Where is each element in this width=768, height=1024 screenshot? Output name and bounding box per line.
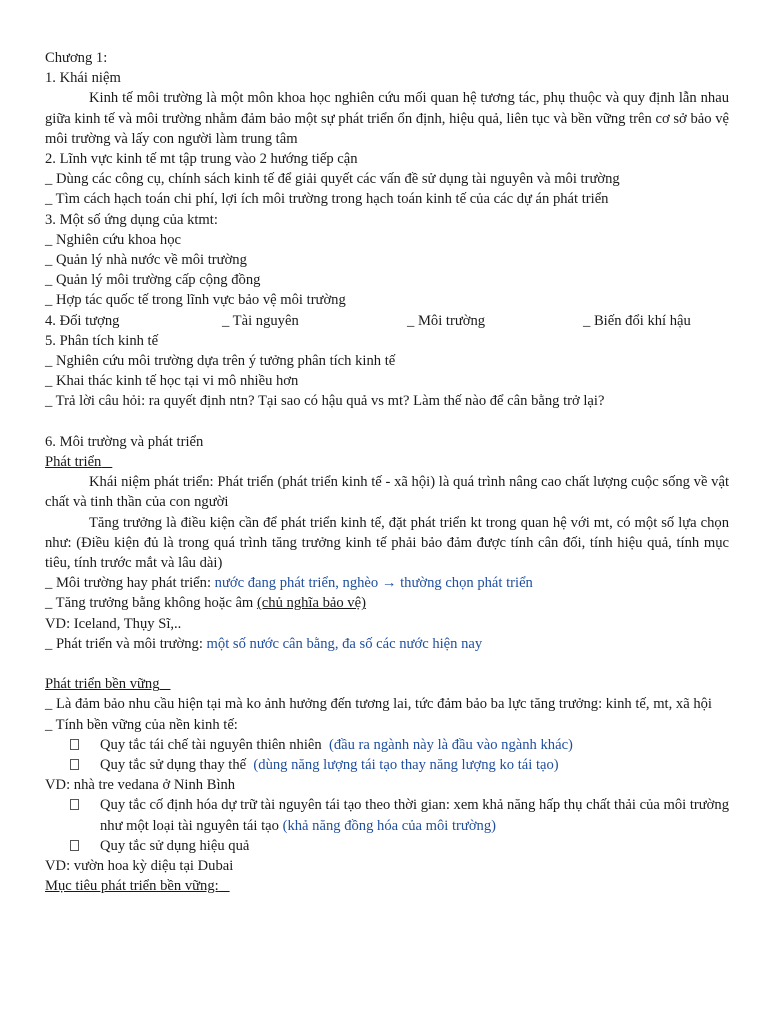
rule-2-note: (dùng năng lượng tái tạo thay năng lượng ko tái tạo) [253, 757, 559, 774]
growth-paragraph: Tăng trưởng là điều kiện cần để phát triển kinh tế, đặt phát triển kt trong quan hệ với mt, có một số lựa chọn như: (Điều kiện đủ là trong quá trình tăng trưởng kinh tế phải bảo đảm được tính cân đối, tính hiệu quả, tính mục tiêu, tính trước mắt và lâu dài) [45, 514, 729, 572]
rule-4: Quy tắc sử dụng hiệu quả [45, 836, 729, 856]
goal-heading [45, 876, 729, 896]
section-1-title: 1. Khái niệm [45, 70, 121, 87]
section-3-item: _ Quản lý nhà nước về môi trường [45, 252, 247, 269]
section-5-item: _ Trả lời câu hỏi: ra quyết định ntn? Tại sao có hậu quả vs mt? Làm thế nào để cân bằng trở lại? [45, 393, 605, 410]
section-4-col: _ Môi trường [407, 312, 486, 329]
checkbox-bullet-icon [70, 799, 79, 810]
rule-3: Quy tắc cố định hóa dự trữ tài nguyên tái tạo theo thời gian: xem khả năng hấp thụ chất thải của môi trường như một loại tài nguyên tái tạo (khả năng đồng hóa của môi trường) [45, 795, 729, 835]
rule-1: Quy tắc tái chế tài nguyên thiên nhiên (đầu ra ngành này là đầu vào ngành khác) [45, 735, 729, 755]
choice-3: _ Phát triển và môi trường: một số nước cân bằng, đa số các nước hiện nay [45, 635, 483, 652]
document-body [45, 48, 729, 896]
section-1-text: Kinh tế môi trường là một môn khoa học nghiên cứu mối quan hệ tương tác, phụ thuộc và quy định lẫn nhau giữa kinh tế và môi trường nhằm đảm bảo một sự phát triển ổn định, hiệu quả, liên tục và bền vững trên cơ sở bảo vệ môi trường và lấy con người làm trung tâm [45, 90, 729, 147]
rule-1-note: (đầu ra ngành này là đầu vào ngành khác) [328, 736, 573, 753]
example-3: VD: vườn hoa kỳ diệu tại Dubai [45, 858, 234, 875]
sustainable-heading-text: Phát triển bền vững [45, 676, 160, 693]
section-3-item: _ Nghiên cứu khoa học [45, 231, 181, 248]
section-2-item: _ Tìm cách hạch toán chi phí, lợi ích môi trường trong hạch toán kinh tế của các dự án phát triển [45, 191, 609, 208]
section-4-title: 4. Đối tượng [45, 312, 120, 329]
chapter-title: Chương 1: [45, 50, 108, 66]
section-4-col: _ Tài nguyên [222, 312, 299, 329]
development-definition: Khái niệm phát triển: Phát triển (phát triển kinh tế - xã hội) là quá trình nâng cao chất lượng cuộc sống về vật chất và tinh thần của con người [45, 474, 729, 511]
section-5-item: _ Nghiên cứu môi trường dựa trên ý tưởng phân tích kinh tế [45, 353, 396, 370]
section-3-title: 3. Một số ứng dụng của ktmt: [45, 211, 218, 228]
example-1: VD: Iceland, Thụy Sĩ,.. [45, 615, 182, 632]
section-2-item: _ Dùng các công cụ, chính sách kinh tế để giải quyết các vấn đề sử dụng tài nguyên và môi trường [45, 171, 620, 188]
section-2-title: 2. Lĩnh vực kinh tế mt tập trung vào 2 hướng tiếp cận [45, 151, 358, 168]
development-heading-text: Phát triển [45, 454, 102, 471]
section-5-item: _ Khai thác kinh tế học tại vi mô nhiều hơn [45, 373, 299, 390]
spacer [45, 412, 729, 432]
section-5-title: 5. Phân tích kinh tế [45, 332, 159, 349]
checkbox-bullet-icon [70, 759, 79, 770]
rule-3-note: (khả năng đồng hóa của môi trường) [282, 817, 496, 834]
section-4-col: _ Biến đổi khí hậu [583, 312, 691, 329]
section-6-title: 6. Môi trường và phát triển [45, 433, 204, 450]
section-3-item: _ Quản lý môi trường cấp cộng đồng [45, 272, 261, 289]
sustainable-heading [45, 674, 729, 694]
development-heading [45, 452, 729, 472]
choice-1-note: nước đang phát triển, nghèo → thường chọn phát triển [214, 575, 533, 592]
goal-heading-text: Mục tiêu phát triển bền vững: [45, 878, 219, 895]
example-2: VD: nhà tre vedana ở Ninh Bình [45, 777, 236, 794]
sustainable-definition: _ Là đảm bảo nhu cầu hiện tại mà ko ảnh hưởng đến tương lai, tức đảm bảo ba lực tăng trưởng: kinh tế, mt, xã hội [45, 696, 712, 713]
section-3-item: _ Hợp tác quốc tế trong lĩnh vực bảo vệ môi trường [45, 292, 346, 309]
checkbox-bullet-icon [70, 840, 79, 851]
sustainability-title: _ Tính bền vững của nền kinh tế: [45, 716, 238, 733]
checkbox-bullet-icon [70, 739, 79, 750]
choice-2: _ Tăng trưởng bằng không hoặc âm (chủ nghĩa bảo vệ) [45, 595, 366, 612]
choice-2-note: (chủ nghĩa bảo vệ) [256, 595, 366, 612]
choice-3-note: một số nước cân bằng, đa số các nước hiện nay [206, 635, 483, 652]
spacer [45, 654, 729, 674]
choice-1: _ Môi trường hay phát triển: nước đang phát triển, nghèo → thường chọn phát triển [45, 575, 533, 592]
rule-2: Quy tắc sử dụng thay thế (dùng năng lượng tái tạo thay năng lượng ko tái tạo) [45, 755, 729, 775]
section-4-row [45, 311, 729, 331]
